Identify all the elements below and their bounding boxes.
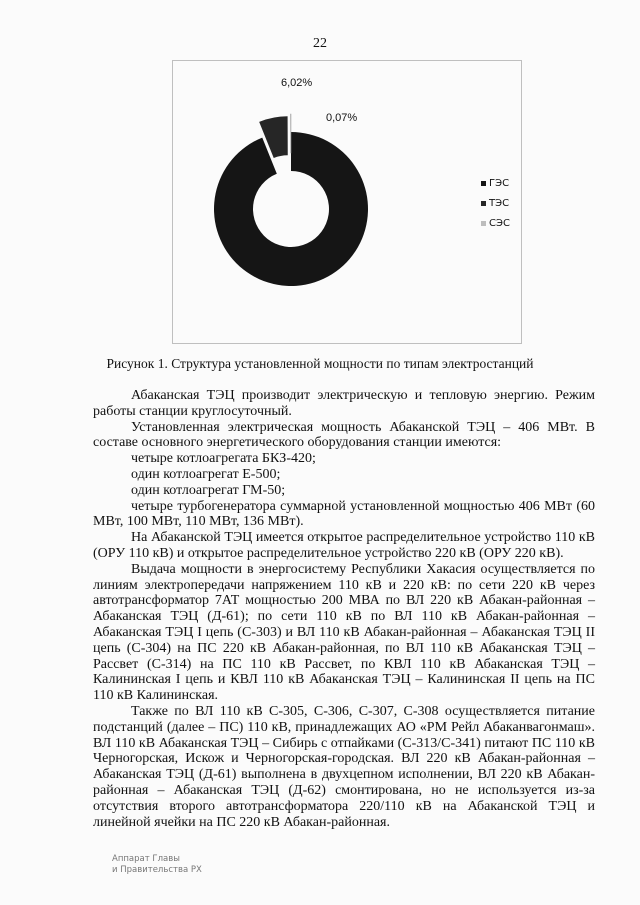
stamp-line: и Правительства РХ — [112, 865, 202, 875]
page-number: 22 — [313, 36, 327, 51]
data-label: 0,07% — [326, 112, 358, 124]
paragraph: Установленная электрическая мощность Абаканской ТЭЦ – 406 МВт. В составе основного энергетического оборудования станции имеются: — [93, 419, 595, 451]
paragraph: четыре котлоагрегата БКЗ-420; — [131, 451, 316, 467]
data-label: 6,02% — [281, 77, 313, 89]
body-text — [93, 388, 595, 830]
legend-label: СЭС — [489, 217, 510, 229]
stamp-line: Аппарат Главы — [112, 854, 180, 864]
legend-swatch — [481, 221, 486, 226]
paragraph: Абаканская ТЭЦ производит электрическую и тепловую энергию. Режим работы станции круглосуточный. — [93, 388, 595, 419]
legend-item — [481, 173, 510, 193]
paragraph: четыре турбогенератора суммарной установленной мощностью 406 МВт (60 МВт, 100 МВт, 110 МВт, 136 МВт). — [93, 498, 595, 530]
paragraph: Также по ВЛ 110 кВ С-305, С-306, С-307, С-308 осуществляется питание подстанций (далее – ПС) 110 кВ, принадлежащих АО «РМ Рейл Абаканвагонмаш». ВЛ 110 кВ Абаканская ТЭЦ – Сибирь с отпайками (С-313/С-341) питают ПС 110 кВ Черногорская, Искож и Черногорская-городская. ВЛ 220 кВ Абакан-районная – Абаканская ТЭЦ (Д-61) выполнена в двухцепном исполнении, ВЛ 220 кВ Абакан-районная – Абаканская ТЭЦ (Д-62) смонтирована, но не используется из-за отсутствия второго автотрансформатора 220/110 кВ на Абаканской ТЭЦ и линейной ячейки на ПС 220 кВ Абакан-районная. — [93, 703, 595, 830]
figure-caption: Рисунок 1. Структура установленной мощности по типам электростанций — [106, 356, 534, 371]
donut-chart — [172, 60, 522, 344]
paragraph: На Абаканской ТЭЦ имеется открытое распределительное устройство 110 кВ (ОРУ 110 кВ) и открытое распределительное устройство 220 кВ (ОРУ 220 кВ). — [93, 530, 595, 561]
donut-slice-ГЭС — [214, 132, 368, 286]
paragraph: один котлоагрегат ГМ-50; — [131, 482, 286, 498]
chart-legend — [481, 173, 510, 233]
paragraph: один котлоагрегат Е-500; — [131, 466, 281, 482]
legend-label: ГЭС — [489, 177, 510, 189]
chart-canvas — [173, 61, 521, 343]
legend-swatch — [481, 201, 486, 206]
legend-item — [481, 213, 510, 233]
watermark-stamp — [112, 854, 202, 876]
paragraph: Выдача мощности в энергосистему Республики Хакасия осуществляется по линиям электропередачи напряжением 110 кВ и 220 кВ: по сети 220 кВ через автотрансформатор 7АТ мощностью 200 МВА по ВЛ 220 кВ Абакан-районная – Абаканская ТЭЦ (Д-61); по сети 110 кВ по ВЛ 110 кВ Абакан-районная – Абаканская ТЭЦ I цепь (С-303) и ВЛ 110 кВ Абакан-районная – Абаканская ТЭЦ II цепь (С-304) на ПС 220 кВ Абакан-районная, по ВЛ 110 кВ Абаканская ТЭЦ – Рассвет (С-314) на ПС 110 кВ Рассвет, по КВЛ 110 кВ Абаканская ТЭЦ – Калининская I цепь и КВЛ 110 кВ Абаканская ТЭЦ – Калининская II цепь на ПС 110 кВ Калининская. — [93, 561, 595, 704]
legend-item — [481, 193, 510, 213]
legend-label: ТЭС — [489, 197, 510, 209]
legend-swatch — [481, 181, 486, 186]
